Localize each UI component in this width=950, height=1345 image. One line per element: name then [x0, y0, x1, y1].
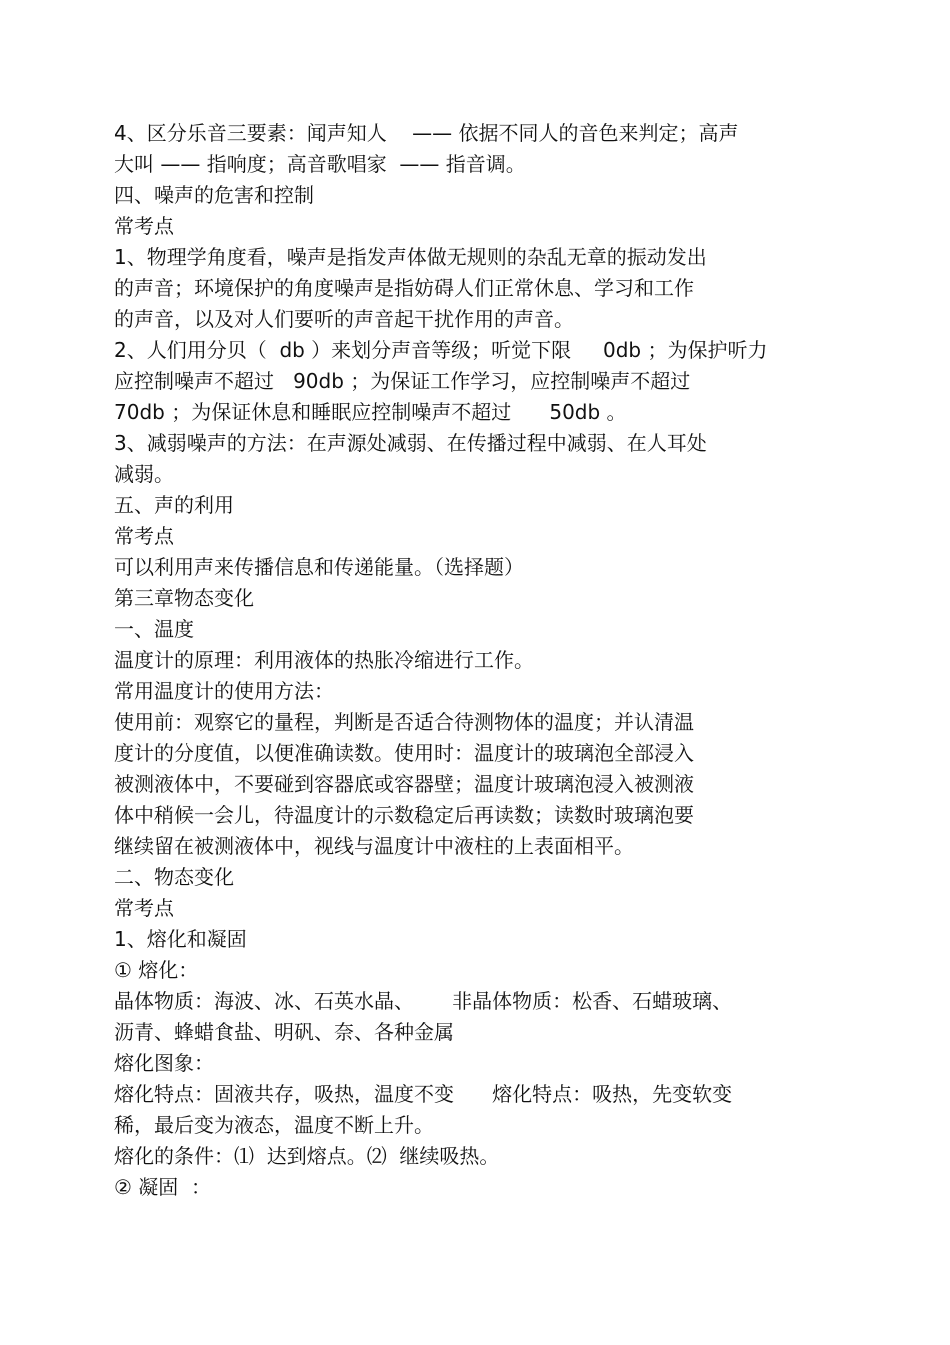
section-heading: 二、物态变化 [114, 865, 234, 889]
section-heading: 五、声的利用 [114, 493, 234, 517]
text-line: 的声音；环境保护的角度噪声是指妨碍人们正常休息、学习和工作 [114, 276, 694, 300]
text-line: 熔化的条件：⑴ 达到熔点。⑵ 继续吸热。 [114, 1144, 500, 1168]
section-heading: 四、噪声的危害和控制 [114, 183, 314, 207]
text-line: 体中稍候一会儿，待温度计的示数稳定后再读数；读数时玻璃泡要 [114, 803, 694, 827]
text-line: 2、人们用分贝（ db ）来划分声音等级；听觉下限 0db ；为保护听力 [114, 338, 768, 362]
subheading: 常考点 [114, 896, 174, 920]
text-line: 应控制噪声不超过 90db ；为保证工作学习，应控制噪声不超过 [114, 369, 691, 393]
text-line: 稀，最后变为液态，温度不断上升。 [114, 1113, 434, 1137]
text-line: 70db ；为保证休息和睡眠应控制噪声不超过 50db 。 [114, 400, 627, 424]
chapter-heading: 第三章物态变化 [114, 586, 254, 610]
document-body [114, 118, 834, 1203]
text-line: 熔化图象： [114, 1051, 214, 1075]
text-line: 被测液体中，不要碰到容器底或容器壁；温度计玻璃泡浸入被测液 [114, 772, 694, 796]
text-line: 常用温度计的使用方法： [114, 679, 334, 703]
text-line: 温度计的原理：利用液体的热胀冷缩进行工作。 [114, 648, 534, 672]
text-line: 减弱。 [114, 462, 174, 486]
text-line: 4、区分乐音三要素：闻声知人 —— 依据不同人的音色来判定；高声 [114, 121, 739, 145]
text-line: 晶体物质：海波、冰、石英水晶、 非晶体物质：松香、石蜡玻璃、 [114, 989, 733, 1013]
text-line: 3、减弱噪声的方法：在声源处减弱、在传播过程中减弱、在人耳处 [114, 431, 707, 455]
text-line: 1、熔化和凝固 [114, 927, 247, 951]
text-line: 1、物理学角度看，噪声是指发声体做无规则的杂乱无章的振动发出 [114, 245, 707, 269]
text-line: 熔化特点：固液共存，吸热，温度不变 熔化特点：吸热，先变软变 [114, 1082, 733, 1106]
text-line: ① 熔化： [114, 958, 199, 982]
text-line: 使用前：观察它的量程，判断是否适合待测物体的温度；并认清温 [114, 710, 694, 734]
text-line: 度计的分度值，以便准确读数。使用时：温度计的玻璃泡全部浸入 [114, 741, 694, 765]
section-heading: 一、温度 [114, 617, 194, 641]
subheading: 常考点 [114, 214, 174, 238]
text-line: ② 凝固 ： [114, 1175, 212, 1199]
text-line: 沥青、蜂蜡食盐、明矾、奈、各种金属 [114, 1020, 454, 1044]
text-line: 可以利用声来传播信息和传递能量。（选择题） [114, 555, 524, 579]
text-line: 的声音，以及对人们要听的声音起干扰作用的声音。 [114, 307, 574, 331]
text-line: 继续留在被测液体中，视线与温度计中液柱的上表面相平。 [114, 834, 634, 858]
subheading: 常考点 [114, 524, 174, 548]
text-line: 大叫 —— 指响度；高音歌唱家 —— 指音调。 [114, 152, 526, 176]
